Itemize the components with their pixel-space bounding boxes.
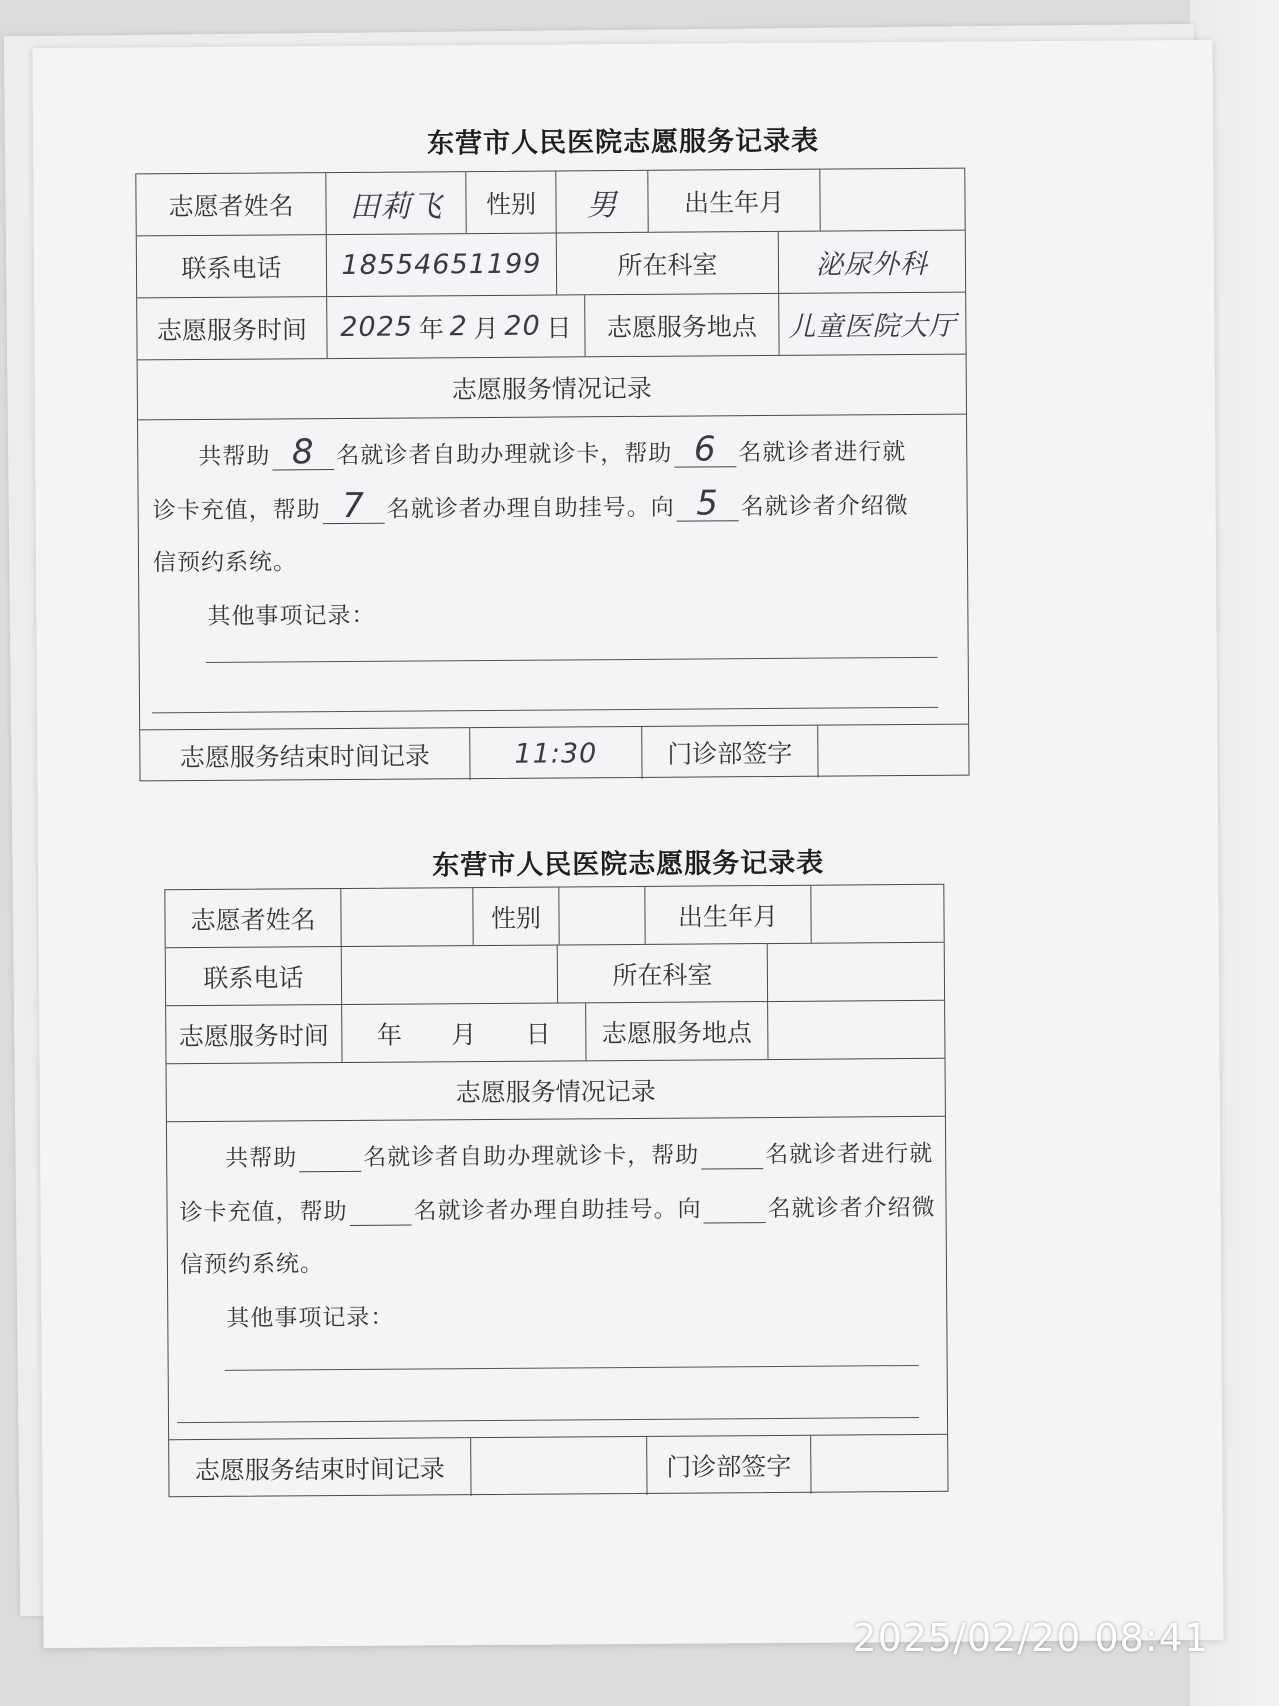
birth-value[interactable] <box>811 885 943 943</box>
day-label: 日 <box>525 1019 551 1049</box>
row-service-time <box>137 293 965 361</box>
record-text: 诊卡充值，帮助 <box>179 1198 348 1227</box>
phone-label: 联系电话 <box>166 947 342 1005</box>
row-phone <box>166 943 944 1006</box>
dept-label: 所在科室 <box>558 944 768 1002</box>
name-value[interactable] <box>341 888 473 946</box>
year-label: 年 <box>418 313 444 343</box>
record-line-3: 信预约系统。 <box>179 1251 325 1279</box>
other-line-1[interactable] <box>206 657 938 663</box>
record-text: 名就诊者办理自助挂号。向 <box>386 494 675 523</box>
paper-sheet <box>32 40 1223 1648</box>
count-blank-register[interactable] <box>323 485 385 526</box>
place-label: 志愿服务地点 <box>586 1002 768 1060</box>
row-service-time <box>166 1001 944 1064</box>
count-blank-recharge[interactable] <box>701 1136 763 1169</box>
date-field[interactable] <box>327 295 585 358</box>
dept-value[interactable] <box>768 943 944 1001</box>
record-text: 名就诊者自助办理就诊卡，帮助 <box>363 1142 700 1171</box>
phone-value[interactable]: 18554651199 <box>327 233 557 296</box>
form-title: 东营市人民医院志愿服务记录表 <box>432 847 825 882</box>
record-text: 名就诊者自助办理就诊卡，帮助 <box>336 440 673 470</box>
count-value: 5 <box>696 483 720 524</box>
other-line-1[interactable] <box>225 1365 919 1371</box>
sign-label: 门诊部签字 <box>647 1436 811 1495</box>
time-label: 志愿服务时间 <box>166 1005 342 1063</box>
row-name <box>165 885 943 948</box>
place-value[interactable]: 儿童医院大厅 <box>788 310 957 343</box>
gender-value[interactable]: 男 <box>556 171 648 233</box>
name-label: 志愿者姓名 <box>165 889 341 947</box>
count-blank-register[interactable] <box>349 1193 411 1226</box>
count-blank-cards[interactable] <box>299 1139 361 1172</box>
count-value: 6 <box>693 429 717 470</box>
name-label: 志愿者姓名 <box>136 173 326 235</box>
record-line-2 <box>152 483 909 526</box>
year-label: 年 <box>376 1020 403 1050</box>
end-time-value[interactable] <box>471 1437 647 1496</box>
count-blank-cards[interactable] <box>272 432 334 473</box>
row-name <box>136 169 964 237</box>
place-value[interactable] <box>768 1001 944 1059</box>
birth-label: 出生年月 <box>645 886 811 944</box>
phone-value[interactable] <box>342 945 558 1004</box>
photo-timestamp: 2025/02/20 08:41 <box>852 1616 1209 1660</box>
month-label: 月 <box>473 313 499 343</box>
other-label: 其他事项记录： <box>226 1304 395 1332</box>
other-label: 其他事项记录： <box>207 602 376 630</box>
record-header: 志愿服务情况记录 <box>451 373 652 404</box>
record-text: 共帮助 <box>225 1145 298 1172</box>
record-text: 名就诊者介绍微 <box>740 493 909 521</box>
record-text: 共帮助 <box>198 443 271 470</box>
record-text: 名就诊者办理自助挂号。向 <box>413 1196 702 1225</box>
dept-label: 所在科室 <box>557 232 779 295</box>
date-field[interactable] <box>342 1003 586 1062</box>
form-title: 东营市人民医院志愿服务记录表 <box>426 125 820 160</box>
end-time-label: 志愿服务结束时间记录 <box>169 1438 471 1498</box>
end-time-label: 志愿服务结束时间记录 <box>140 728 470 782</box>
record-line-1 <box>225 1135 933 1173</box>
sign-label: 门诊部签字 <box>642 726 818 779</box>
row-record-header <box>138 355 966 421</box>
year-value: 2025 <box>340 311 414 343</box>
other-line-2[interactable] <box>152 707 938 713</box>
row-footer <box>140 725 968 783</box>
birth-label: 出生年月 <box>648 170 820 232</box>
record-body <box>167 1117 947 1440</box>
gender-label: 性别 <box>466 171 556 233</box>
day-value: 20 <box>504 310 541 342</box>
record-header: 志愿服务情况记录 <box>455 1076 656 1107</box>
time-label: 志愿服务时间 <box>137 297 327 359</box>
birth-value[interactable] <box>820 169 964 231</box>
count-value: 7 <box>342 485 366 526</box>
count-value: 8 <box>291 432 315 473</box>
record-text: 名就诊者进行就 <box>738 439 907 467</box>
record-text: 诊卡充值，帮助 <box>152 497 321 525</box>
sign-value[interactable] <box>818 725 968 778</box>
count-blank-wechat[interactable] <box>677 483 739 524</box>
record-text: 名就诊者进行就 <box>765 1140 934 1169</box>
record-line-1 <box>198 429 907 473</box>
day-label: 日 <box>546 312 572 343</box>
dept-value[interactable]: 泌尿外科 <box>815 248 929 281</box>
form-table <box>135 168 969 782</box>
month-value: 2 <box>449 311 468 343</box>
record-line-2 <box>179 1189 935 1227</box>
phone-label: 联系电话 <box>137 235 327 297</box>
end-time-value[interactable]: 11:30 <box>470 727 642 780</box>
form-table <box>164 884 948 1497</box>
row-phone <box>137 231 965 299</box>
gender-value[interactable] <box>559 887 645 945</box>
gender-label: 性别 <box>473 887 559 945</box>
record-text: 名就诊者介绍微 <box>767 1194 936 1223</box>
sign-value[interactable] <box>811 1435 947 1494</box>
other-line-2[interactable] <box>177 1417 919 1423</box>
count-blank-wechat[interactable] <box>703 1190 765 1223</box>
count-blank-recharge[interactable] <box>674 429 736 470</box>
record-body <box>138 415 968 731</box>
name-value[interactable]: 田莉飞 <box>326 172 466 234</box>
record-line-3: 信预约系统。 <box>152 549 298 577</box>
row-footer <box>169 1435 947 1498</box>
place-label: 志愿服务地点 <box>585 294 779 356</box>
month-label: 月 <box>451 1019 477 1049</box>
row-record-header <box>167 1059 945 1122</box>
